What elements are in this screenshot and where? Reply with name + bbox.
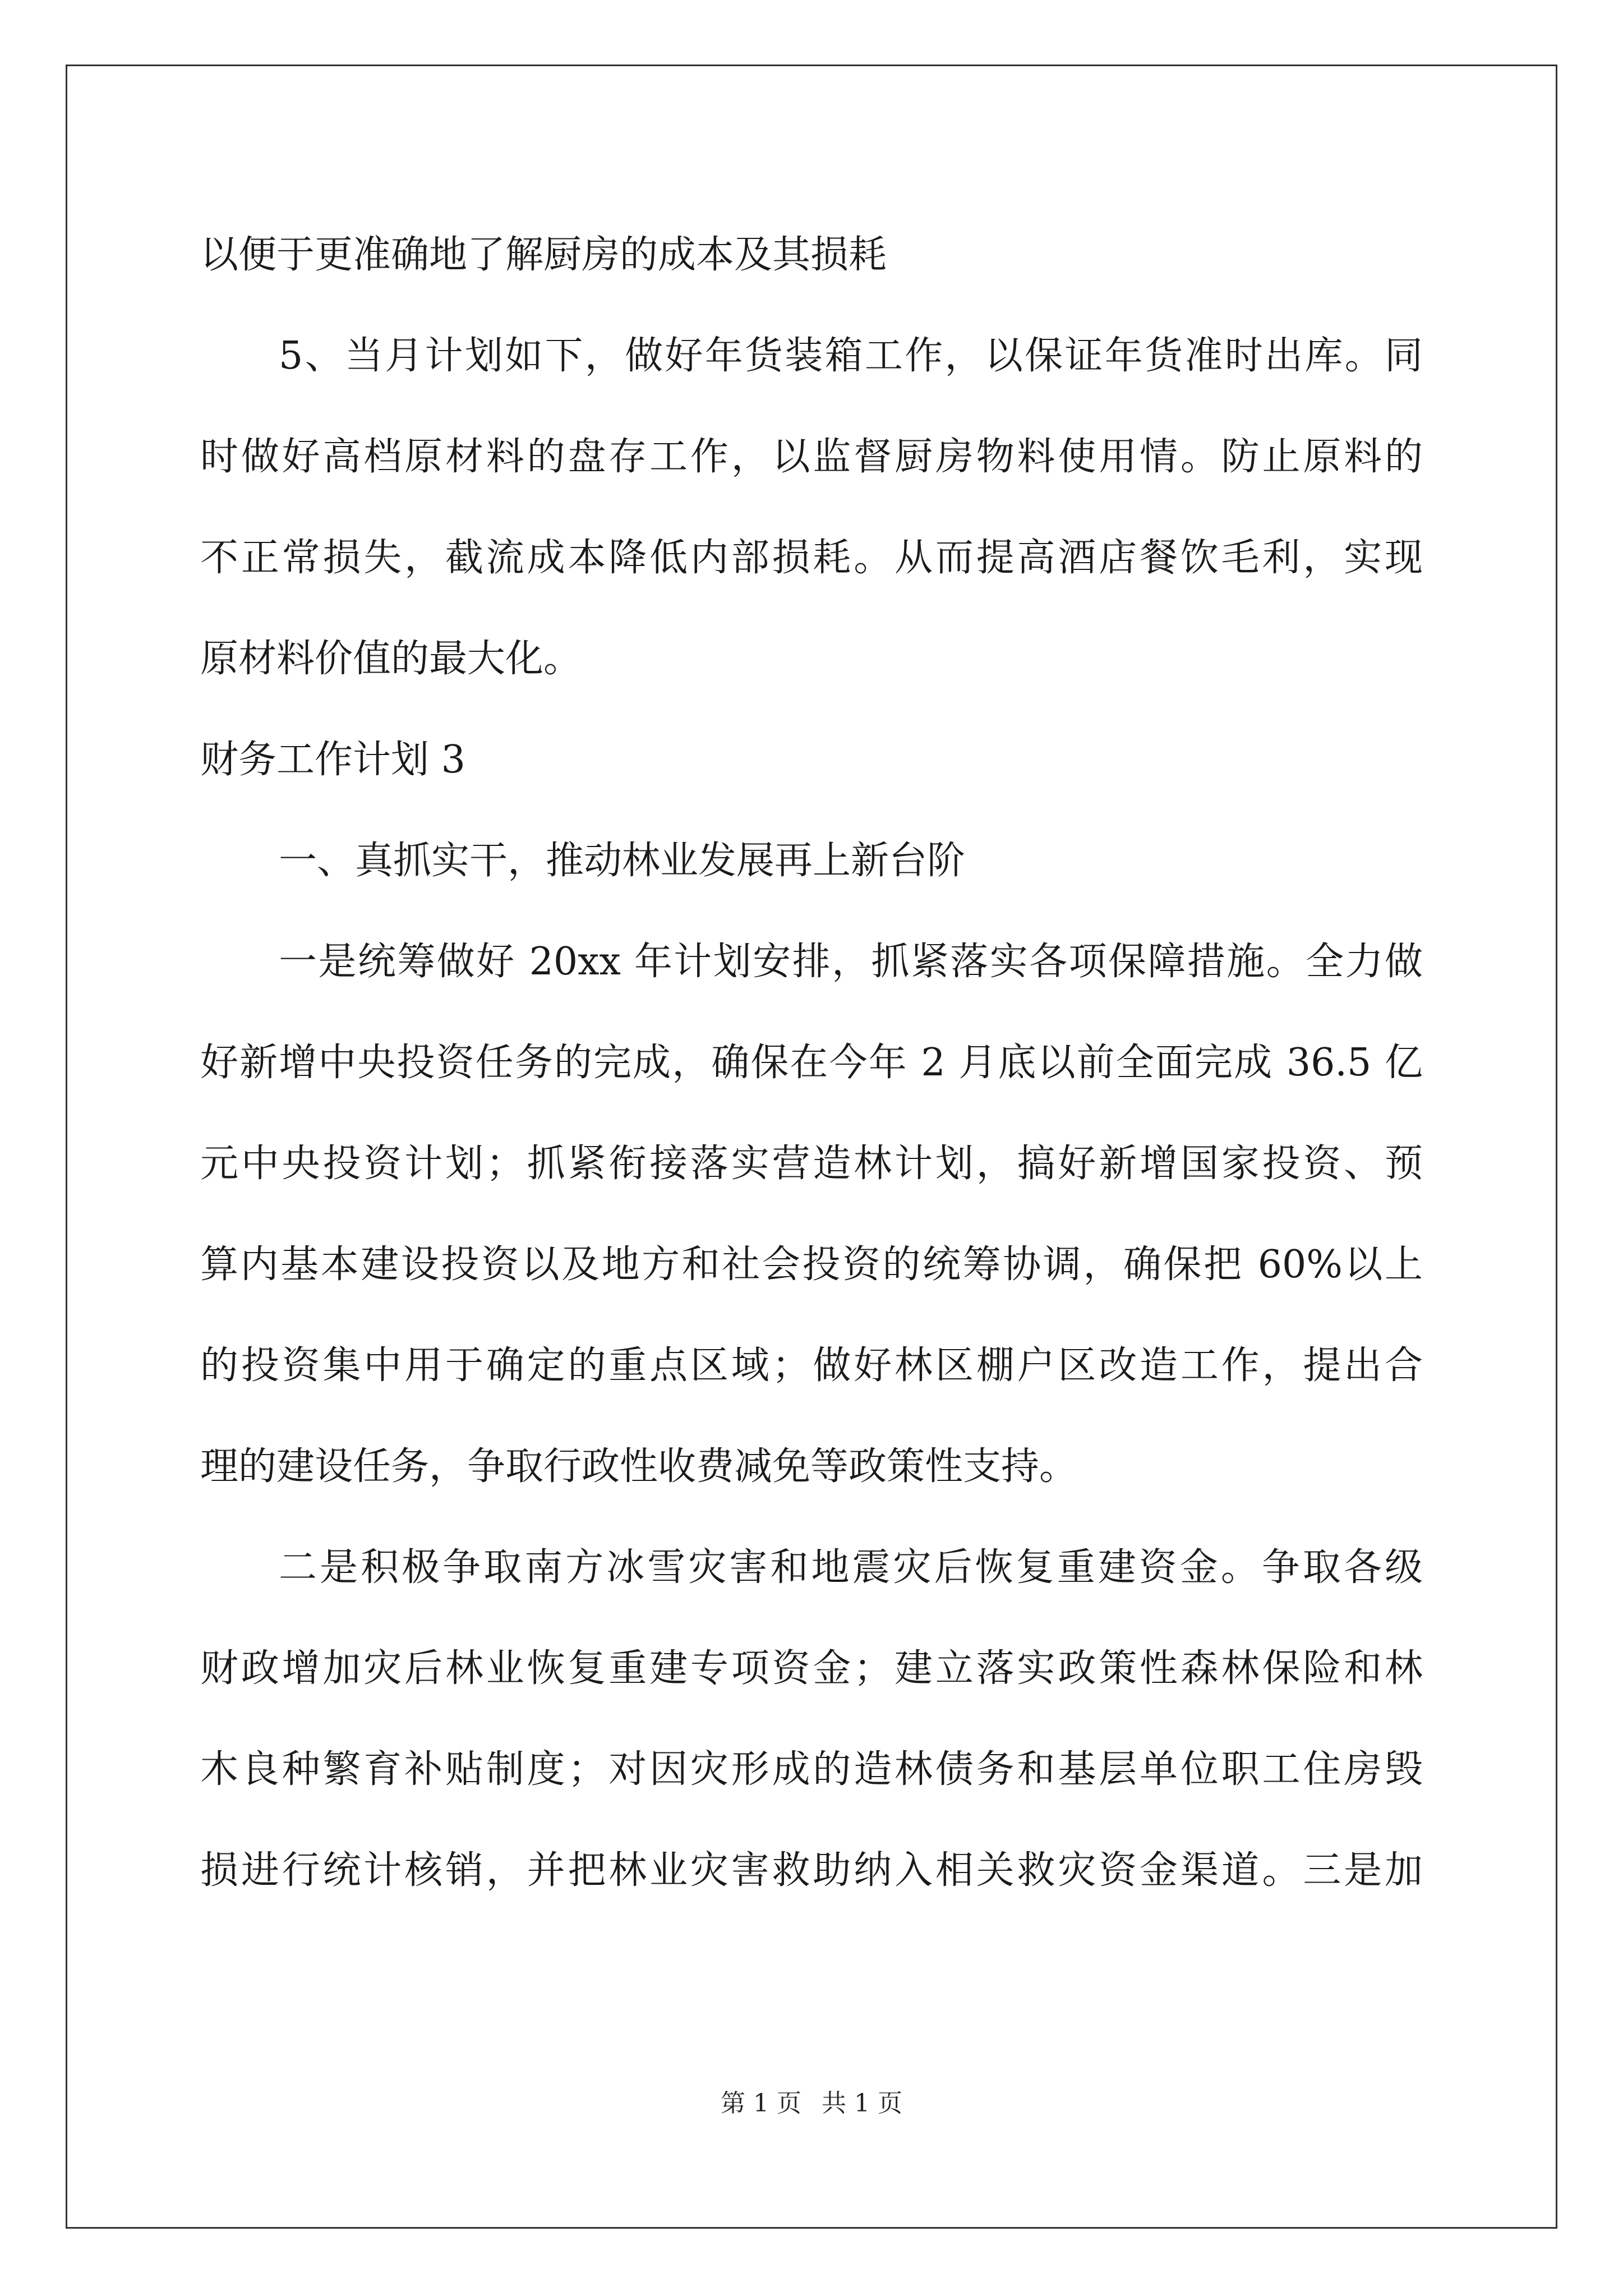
paragraph-line: 5、当月计划如下，做好年货装箱工作，以保证年货准时出库。同 bbox=[279, 334, 1423, 378]
paragraph-line: 损进行统计核销，并把林业灾害救助纳入相关救灾资金渠道。三是加 bbox=[200, 1848, 1423, 1893]
page-number: 第 1 页 bbox=[721, 2089, 801, 2118]
paragraph-line: 木良种繁育补贴制度；对因灾形成的造林债务和基层单位职工住房毁 bbox=[200, 1747, 1423, 1792]
paragraph-line: 好新增中央投资任务的完成，确保在今年 2 月底以前全面完成 36.5 亿 bbox=[200, 1041, 1423, 1085]
section-heading: 财务工作计划 3 bbox=[200, 738, 465, 782]
paragraph-line: 二是积极争取南方冰雪灾害和地震灾后恢复重建资金。争取各级 bbox=[279, 1545, 1423, 1590]
paragraph-line: 财政增加灾后林业恢复重建专项资金；建立落实政策性森林保险和林 bbox=[200, 1646, 1423, 1691]
page-total: 共 1 页 bbox=[822, 2089, 902, 2118]
page-footer bbox=[0, 2087, 1623, 2120]
paragraph-line: 以便于更准确地了解厨房的成本及其损耗 bbox=[200, 233, 887, 277]
subheading: 一、真抓实干，推动林业发展再上新台阶 bbox=[279, 839, 966, 883]
paragraph-line: 理的建设任务，争取行政性收费减免等政策性支持。 bbox=[200, 1444, 1078, 1489]
paragraph-line: 不正常损失，截流成本降低内部损耗。从而提高酒店餐饮毛利，实现 bbox=[200, 536, 1423, 580]
paragraph-line: 原材料价值的最大化。 bbox=[200, 637, 582, 681]
paragraph-line: 元中央投资计划；抓紧衔接落实营造林计划，搞好新增国家投资、预 bbox=[200, 1142, 1423, 1186]
paragraph-line: 时做好高档原材料的盘存工作，以监督厨房物料使用情。防止原料的 bbox=[200, 435, 1423, 479]
paragraph-line: 的投资集中用于确定的重点区域；做好林区棚户区改造工作，提出合 bbox=[200, 1343, 1423, 1388]
paragraph-line: 算内基本建设投资以及地方和社会投资的统筹协调，确保把 60%以上 bbox=[200, 1243, 1423, 1287]
paragraph-line: 一是统筹做好 20xx 年计划安排，抓紧落实各项保障措施。全力做 bbox=[279, 940, 1423, 984]
